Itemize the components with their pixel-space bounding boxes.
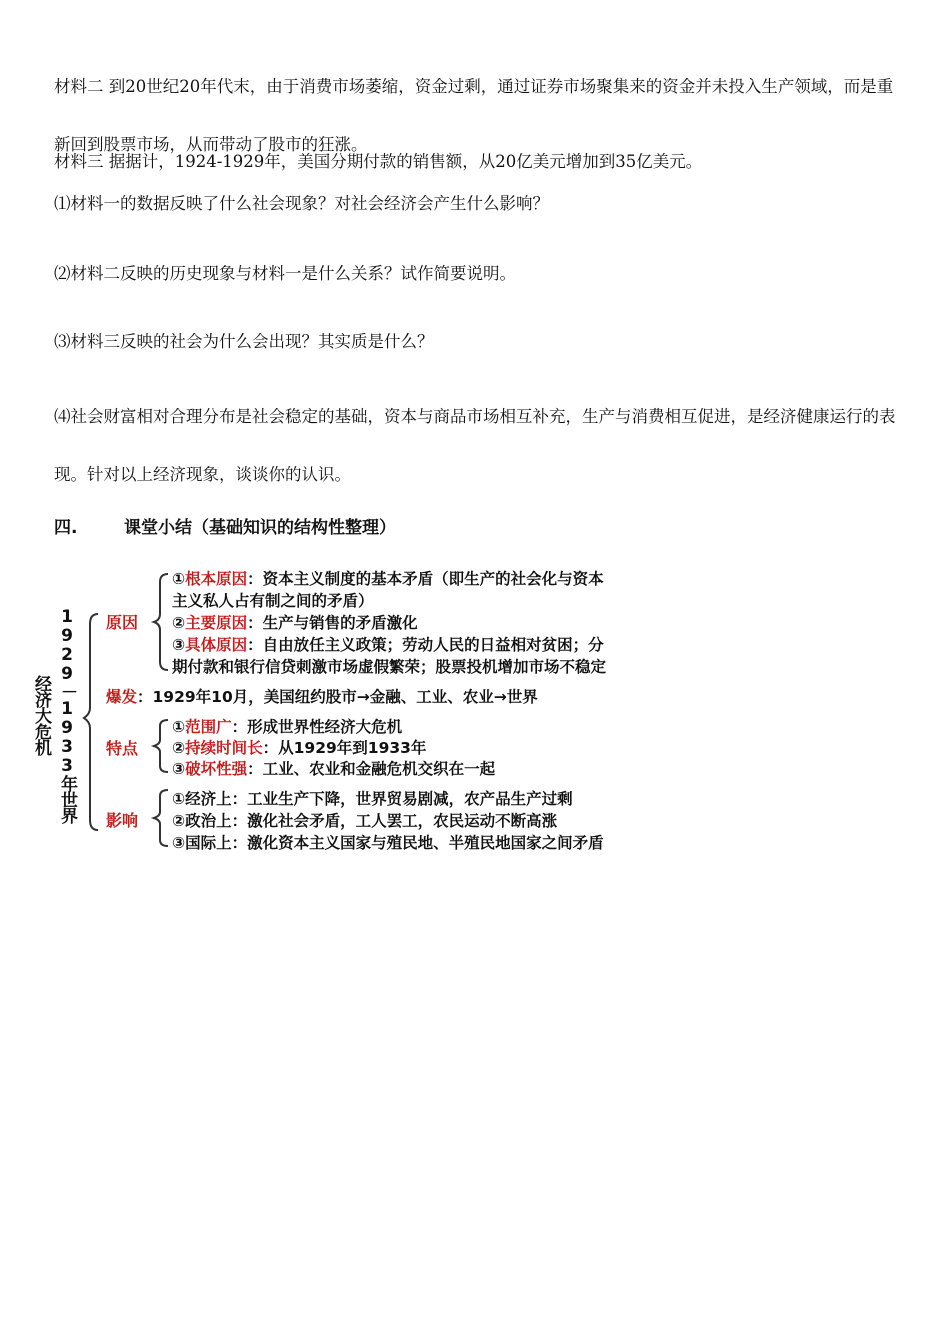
impact-label: 影响 (106, 811, 139, 830)
features-brace (154, 720, 168, 772)
impact-brace (154, 790, 168, 846)
impact-row: ②政治上：激化社会矛盾，工人罢工，农民运动不断高涨 (172, 812, 558, 830)
section-title: 课堂小结（基础知识的结构性整理） (124, 518, 396, 538)
question-2: ⑵材料二反映的历史现象与材料一是什么关系？试作简要说明。 (54, 264, 516, 283)
summary-diagram (31, 562, 794, 862)
cause-row: ③具体原因：自由放任主义政策；劳动人民的日益相对贫困；分 (172, 636, 604, 654)
impact-row: ③国际上：激化资本主义国家与殖民地、半殖民地国家之间矛盾 (172, 834, 604, 852)
cause-row: 期付款和银行信贷刺激市场虚假繁荣；股票投机增加市场不稳定 (172, 658, 607, 676)
outbreak-row: 爆发：1929年10月，美国纽约股市→金融、工业、农业→世界 (106, 688, 538, 706)
cause-row: ②主要原因：生产与销售的矛盾激化 (172, 614, 418, 632)
impact-row: ①经济上：工业生产下降，世界贸易剧减，农产品生产过剩 (172, 790, 573, 808)
section-heading (54, 514, 396, 542)
diagram-main-title: 1929－1933年世界经济大危机 (31, 606, 77, 823)
material-three-paragraph: 材料三 据据计，1924-1929年，美国分期付款的销售额，从20亿美元增加到35亿美元。 (54, 152, 703, 171)
section-number: 四. (54, 518, 78, 538)
causes-label: 原因 (106, 613, 139, 632)
cause-row: 主义私人占有制之间的矛盾） (172, 592, 374, 610)
feature-row: ③破坏性强：工业、农业和金融危机交织在一起 (172, 760, 496, 778)
features-label: 特点 (106, 739, 139, 758)
outbreak-label: 爆发 (106, 688, 138, 706)
causes-brace (154, 574, 168, 670)
feature-row: ①范围广：形成世界性经济大危机 (172, 718, 403, 736)
material-two-paragraph: 材料二 到20世纪20年代末，由于消费市场萎缩，资金过剩，通过证券市场聚集来的资金并未投入生产领域，而是重新回到股票市场，从而带动了股市的狂涨。 (54, 77, 894, 154)
question-1: ⑴材料一的数据反映了什么社会现象？对社会经济会产生什么影响？ (54, 194, 549, 213)
cause-row: ①根本原因：资本主义制度的基本矛盾（即生产的社会化与资本 (172, 570, 604, 588)
feature-row: ②持续时间长：从1929年到1933年 (172, 739, 427, 757)
main-brace (84, 614, 98, 830)
question-3: ⑶材料三反映的社会为什么会出现？其实质是什么？ (54, 332, 434, 351)
question-4: ⑷社会财富相对合理分布是社会稳定的基础，资本与商品市场相互补充，生产与消费相互促进，是经济健康运行的表现。针对以上经济现象，谈谈你的认识。 (54, 407, 896, 484)
